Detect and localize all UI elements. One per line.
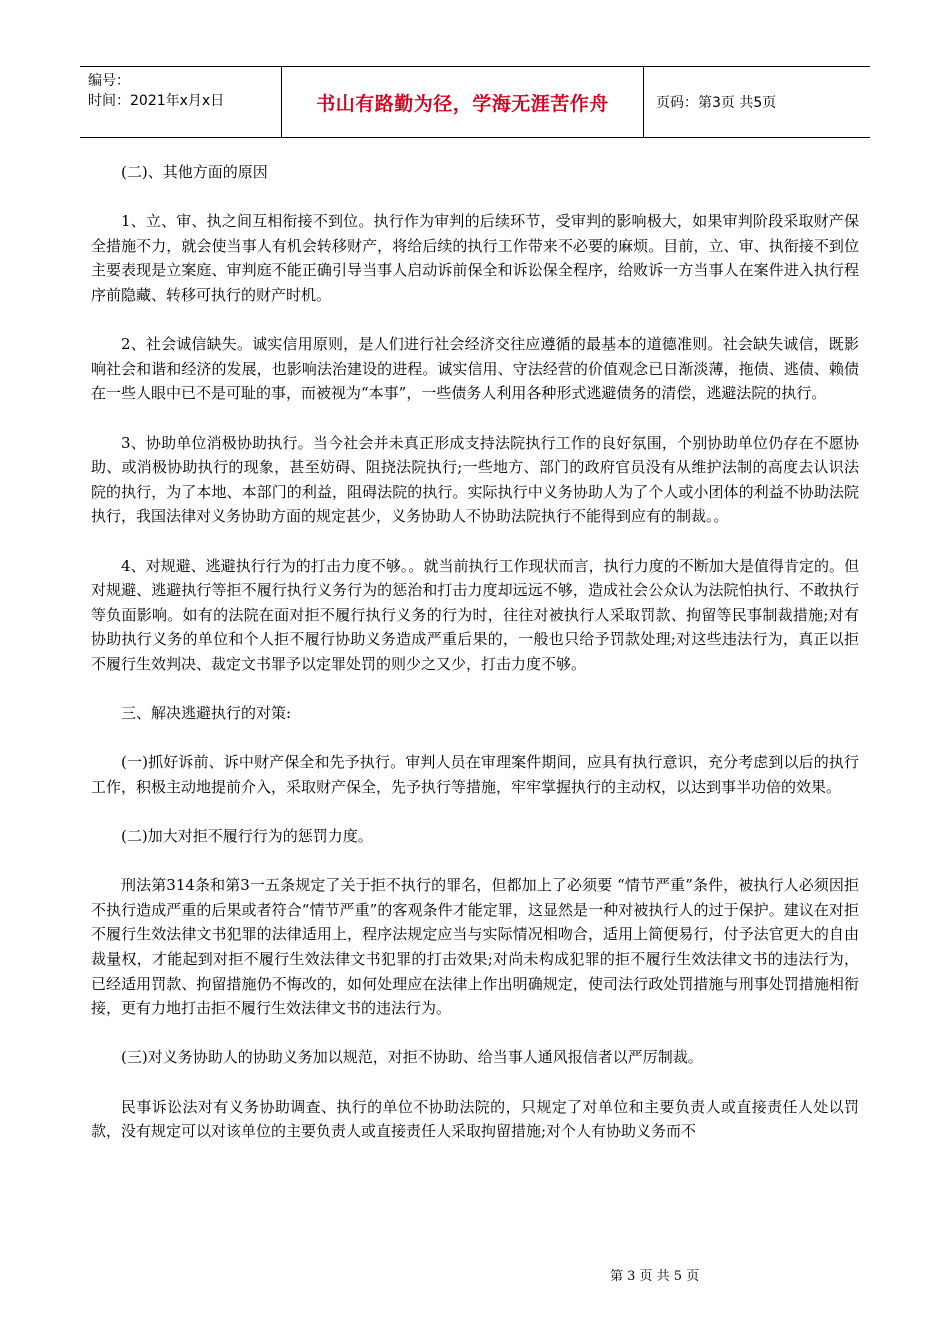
paragraph: 1、立、审、执之间互相衔接不到位。执行作为审判的后续环节，受审判的影响极大，如果审判阶段采取财产保全措施不力，就会使当事人有机会转移财产，将给后续的执行工作带来不必要的麻烦。目前，立、审、执衔接不到位主要表现是立案庭、审判庭不能正确引导当事人启动诉前保全和诉讼保全程序，给败诉一方当事人在案件进入执行程序前隐藏、转移可执行的财产时机。 bbox=[91, 212, 859, 304]
section-heading: 三、解决逃避执行的对策: bbox=[121, 704, 292, 723]
page-footer: 第 3 页 共 5 页 bbox=[610, 1269, 700, 1284]
document-body bbox=[91, 160, 859, 1168]
paragraph: 民事诉讼法对有义务协助调查、执行的单位不协助法院的，只规定了对单位和主要负责人或直接责任人处以罚款，没有规定可以对该单位的主要负责人或直接责任人采取拘留措施;对个人有协助义务而不 bbox=[91, 1097, 859, 1141]
paragraph: 刑法第314条和第3一五条规定了关于拒不执行的罪名，但都加上了必须要 “情节严重”条件，被执行人必须因拒不执行造成严重的后果或者符合“情节严重”的客观条件才能定罪，这显然是一种对被执行人的过于保护。建议在对拒不履行生效法律文书犯罪的法律适用上，程序法规定应当与实际情况相吻合，适用上简便易行，付予法官更大的自由裁量权，才能起到对拒不履行生效法律文书犯罪的打击效果;对尚未构成犯罪的拒不履行生效法律文书的违法行为，已经适用罚款、拘留措施仍不悔改的，如何处理应在法律上作出明确规定，使司法行政处罚措施与刑事处罚措施相衔接，更有力地打击拒不履行生效法律文书的违法行为。 bbox=[91, 876, 859, 1018]
paragraph: (一)抓好诉前、诉中财产保全和先予执行。审判人员在审理案件期间，应具有执行意识，充分考虑到以后的执行工作，积极主动地提前介入，采取财产保全，先予执行等措施，牢牢掌握执行的主动权，以达到事半功倍的效果。 bbox=[91, 753, 859, 796]
subsection-heading: (三)对义务协助人的协助义务加以规范，对拒不协助、给当事人通风报信者以严厉制裁。 bbox=[121, 1048, 703, 1067]
header-motto: 书山有路勤为径，学海无涯苦作舟 bbox=[282, 67, 644, 137]
paragraph: 4、对规避、逃避执行行为的打击力度不够。。就当前执行工作现状而言，执行力度的不断加大是值得肯定的。但对规避、逃避执行等拒不履行执行义务行为的惩治和打击力度却远远不够，造成社会公众认为法院怕执行、不敢执行等负面影响。如有的法院在面对拒不履行执行义务的行为时，往往对被执行人采取罚款、拘留等民事制裁措施;对有协助执行义务的单位和个人拒不履行协助义务造成严重后果的，一般也只给予罚款处理;对这些违法行为，真正以拒不履行生效判决、裁定文书罪予以定罪处罚的则少之又少，打击力度不够。 bbox=[91, 556, 859, 673]
paragraph: 2、社会诚信缺失。诚实信用原则，是人们进行社会经济交往应遵循的最基本的道德准则。社会缺失诚信，既影响社会和谐和经济的发展，也影响法治建设的进程。诚实信用、守法经营的价值观念已日渐淡薄，拖债、逃债、赖债在一些人眼中已不是可耻的事，而被视为“本事”，一些债务人利用各种形式逃避债务的清偿，逃避法院的执行。 bbox=[91, 335, 859, 403]
paragraph: 3、协助单位消极协助执行。当今社会并未真正形成支持法院执行工作的良好氛围，个别协助单位仍存在不愿协助、或消极协助执行的现象，甚至妨碍、阻挠法院执行;一些地方、部门的政府官员没有从维护法制的高度去认识法院的执行，为了本地、本部门的利益，阻碍法院的执行。实际执行中义务协助人为了个人或小团体的利益不协助法院执行，我国法律对义务协助方面的规定甚少，义务协助人不协助法院执行不能得到应有的制裁。。 bbox=[91, 433, 859, 526]
doc-number-label: 编号： bbox=[88, 73, 130, 89]
header-page-label: 页码：第3页 共5页 bbox=[656, 95, 777, 111]
page-header bbox=[80, 66, 870, 138]
doc-date-label: 时间：2021年x月x日 bbox=[88, 93, 225, 109]
section-heading: (二)、其他方面的原因 bbox=[121, 163, 268, 181]
header-meta bbox=[80, 67, 282, 137]
subsection-heading: (二)加大对拒不履行行为的惩罚力度。 bbox=[121, 827, 373, 846]
